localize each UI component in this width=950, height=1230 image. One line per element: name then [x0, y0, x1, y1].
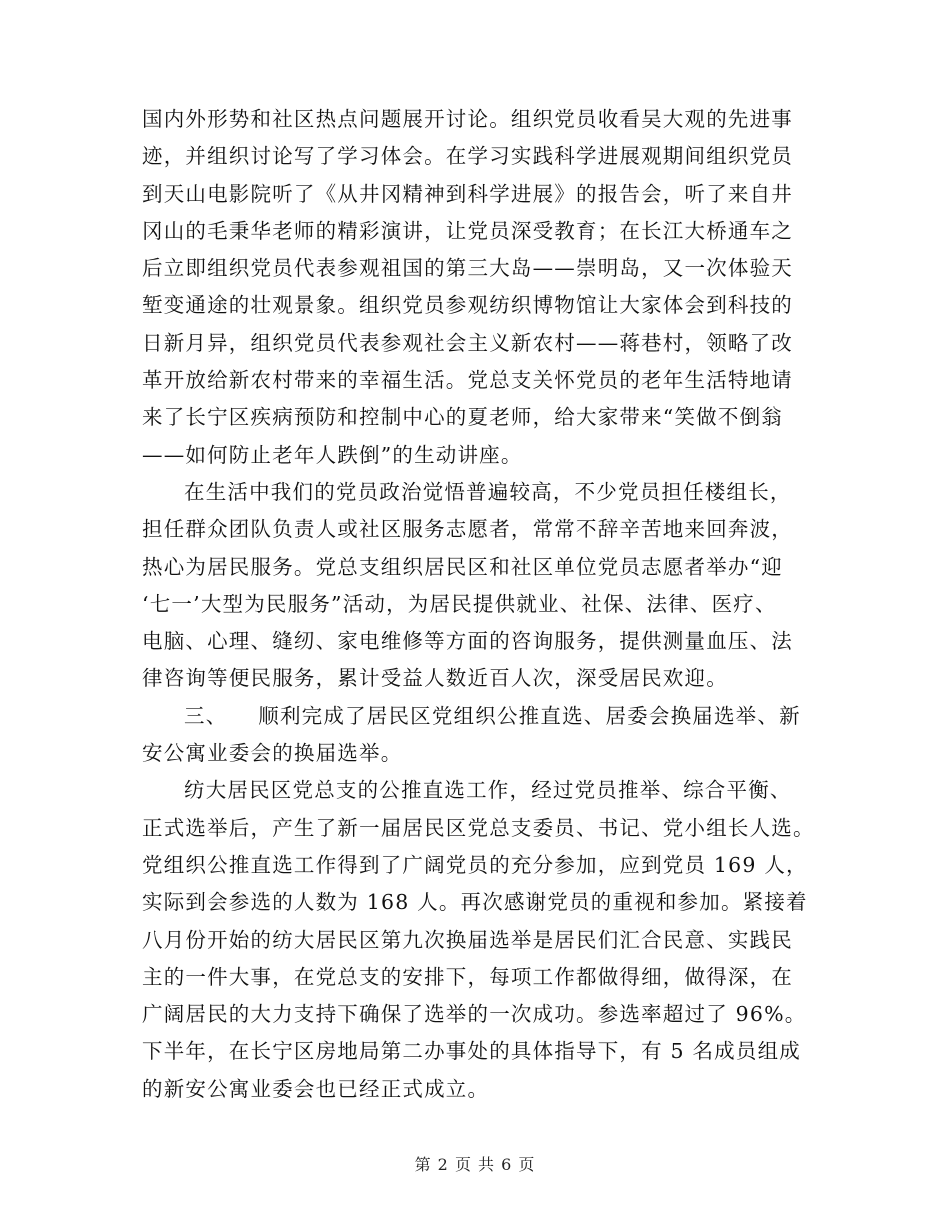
text-line: 革开放给新农村带来的幸福生活。党总支关怀党员的老年生活特地请	[142, 368, 793, 393]
text-line: 八月份开始的纺大居民区第九次换届选举是居民们汇合民意、实践民	[142, 927, 793, 952]
text-line: ‘七一’大型为民服务”活动，为居民提供就业、社保、法律、医疗、	[142, 591, 777, 616]
text-line: 来了长宁区疾病预防和控制中心的夏老师，给大家带来“笑做不倒翁	[142, 405, 783, 430]
text-line: 电脑、心理、缝纫、家电维修等方面的咨询服务，提供测量血压、法	[142, 629, 793, 654]
text-line: 实际到会参选的人数为 168 人。再次感谢党员的重视和参加。紧接着	[142, 890, 808, 915]
section-heading: 三、 顺利完成了居民区党组织公推直选、居委会换届选举、新	[184, 703, 801, 728]
text-line: 的新安公寓业委会也已经正式成立。	[142, 1076, 490, 1101]
text-line: 正式选举后，产生了新一届居民区党总支委员、书记、党小组长人选。	[142, 815, 815, 840]
text-line: 党组织公推直选工作得到了广阔党员的充分参加，应到党员 169 人，	[142, 852, 808, 877]
paragraph-first-line: 在生活中我们的党员政治觉悟普遍较高，不少党员担任楼组长，	[184, 479, 792, 504]
text-line: 律咨询等便民服务，累计受益人数近百人次，深受居民欢迎。	[142, 666, 728, 691]
page-number-footer: 第 2 页 共 6 页	[414, 1155, 536, 1174]
text-line: 迹，并组织讨论写了学习体会。在学习实践科学进展观期间组织党员	[142, 144, 793, 169]
text-line: 下半年，在长宁区房地局第二办事处的具体指导下，有 5 名成员组成	[142, 1039, 801, 1064]
text-line: ——如何防止老年人跌倒”的生动讲座。	[142, 442, 523, 467]
text-line: 国内外形势和社区热点问题展开讨论。组织党员收看吴大观的先进事	[142, 107, 793, 131]
section-heading-continued: 安公寓业委会的换届选举。	[142, 741, 403, 766]
text-line: 日新月异，组织党员代表参观社会主义新农村——蒋巷村，领略了改	[142, 330, 793, 355]
text-line: 冈山的毛秉华老师的精彩演讲，让党员深受教育；在长江大桥通车之	[142, 218, 793, 243]
text-line: 热心为居民服务。党总支组织居民区和社区单位党员志愿者举办“迎	[142, 554, 783, 579]
text-line: 到天山电影院听了《从井冈精神到科学进展》的报告会，听了来自井	[142, 181, 793, 206]
text-line: 广阔居民的大力支持下确保了选举的一次成功。参选率超过了 96%。	[142, 1002, 807, 1027]
document-body	[142, 101, 814, 1108]
paragraph-first-line: 纺大居民区党总支的公推直选工作，经过党员推举、综合平衡、	[184, 778, 792, 803]
text-line: 后立即组织党员代表参观祖国的第三大岛——崇明岛，又一次体验天	[142, 256, 793, 281]
text-line: 堑变通途的壮观景象。组织党员参观纺织博物馆让大家体会到科技的	[142, 293, 793, 318]
text-line: 担任群众团队负责人或社区服务志愿者，常常不辞辛苦地来回奔波，	[142, 517, 793, 542]
text-line: 主的一件大事，在党总支的安排下，每项工作都做得细，做得深，在	[142, 964, 793, 989]
